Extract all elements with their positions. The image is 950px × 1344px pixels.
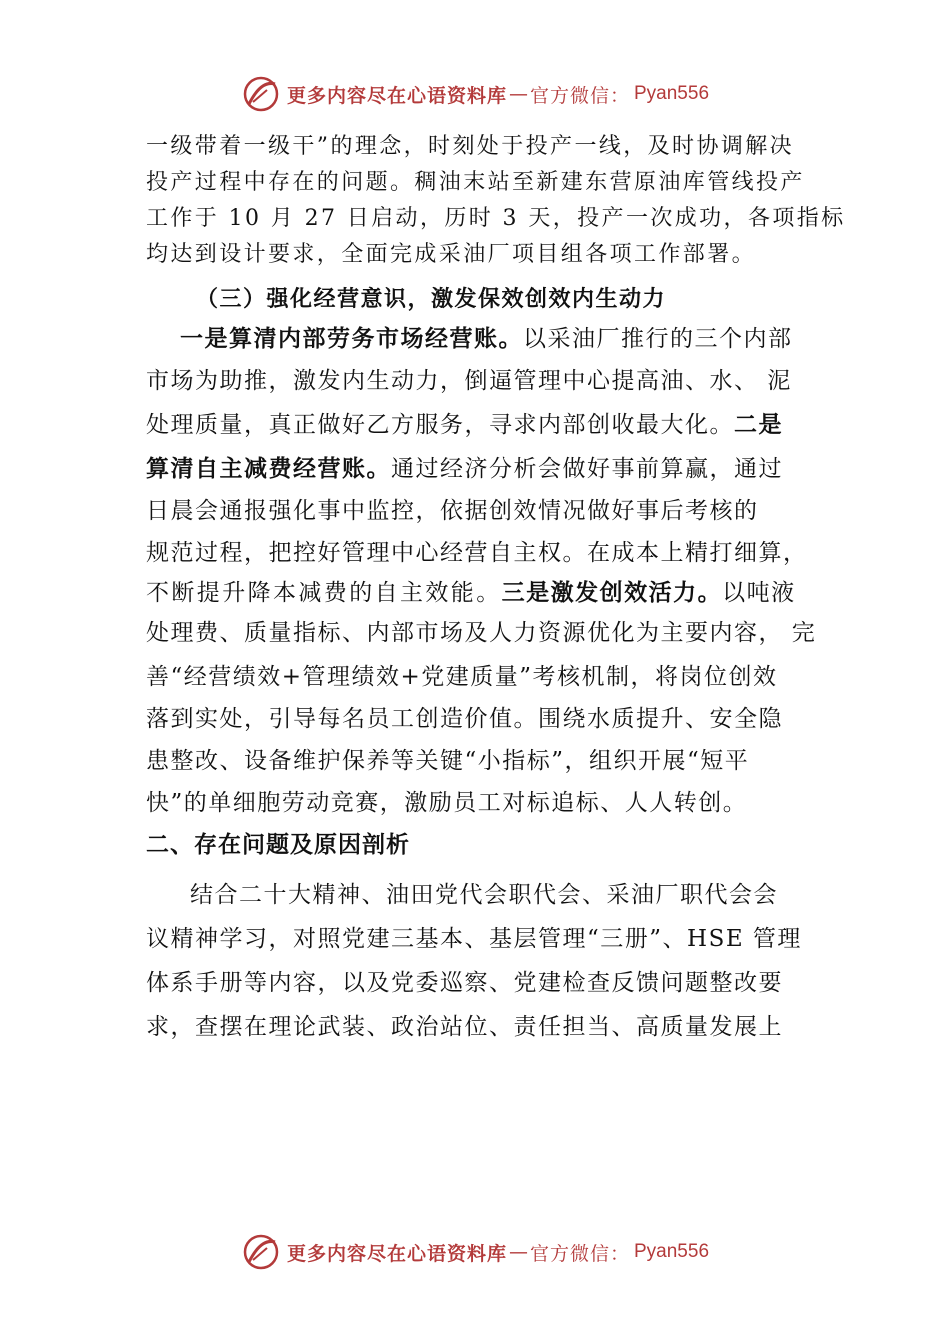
banner-wechat-label: 官方微信： <box>529 84 630 107</box>
line-text: 以采油厂推行的三个内部 <box>523 326 793 352</box>
paragraph-line: 患整改、设备维护保养等关键“小指标”，组织开展“短平 <box>146 748 750 774</box>
header-banner <box>0 70 950 118</box>
section-heading: （三）强化经营意识，激发保效创效内生动力 <box>196 286 667 312</box>
paragraph-line: 一级带着一级干”的理念，时刻处于投产一线，及时协调解决 <box>146 134 795 159</box>
paragraph-line: 议精神学习，对照党建三基本、基层管理“三册”、HSE 管理 <box>146 926 802 952</box>
paragraph-line: 求，查摆在理论武装、政治站位、责任担当、高质量发展上 <box>146 1014 783 1040</box>
paragraph-line <box>146 578 796 608</box>
section-heading: 二、存在问题及原因剖析 <box>146 832 410 858</box>
paragraph-line: 善“经营绩效+管理绩效+党建质量”考核机制，将岗位创效 <box>146 664 778 690</box>
paragraph-line: 处理费、质量指标、内部市场及人力资源优化为主要内容， 完 <box>146 620 817 646</box>
line-text: 以吨液 <box>722 580 796 606</box>
emphasis-text: 三是激发创效活力。 <box>501 580 723 606</box>
line-text: 不断提升降本减费的自主效能。 <box>146 580 502 606</box>
emphasis-text: 算清自主减费经营账。 <box>146 456 391 482</box>
paragraph-line: 落到实处，引导每名员工创造价值。围绕水质提升、安全隐 <box>146 706 783 732</box>
line-text: 通过经济分析会做好事前算赢，通过 <box>391 456 783 482</box>
paragraph-line: 结合二十大精神、油田党代会职代会、采油厂职代会会 <box>190 882 778 908</box>
paragraph-line: 日晨会通报强化事中监控，依据创效情况做好事后考核的 <box>146 498 759 524</box>
banner-separator: — <box>508 1241 528 1263</box>
banner-wechat-id: Pyan556 <box>634 83 710 104</box>
banner-text: 更多内容尽在心语资料库 <box>286 1242 507 1265</box>
footer-banner <box>0 1228 950 1276</box>
paragraph-line: 体系手册等内容，以及党委巡察、党建检查反馈问题整改要 <box>146 970 783 996</box>
banner-wechat-label: 官方微信： <box>529 1242 630 1265</box>
paragraph-line <box>146 454 783 484</box>
banner-wechat-id: Pyan556 <box>634 1241 710 1262</box>
paragraph-line <box>180 324 793 354</box>
paragraph-line: 市场为助推，激发内生动力，倒逼管理中心提高油、水、 泥 <box>146 368 792 394</box>
banner-text: 更多内容尽在心语资料库 <box>286 84 507 107</box>
paragraph-line: 均达到设计要求，全面完成采油厂项目组各项工作部署。 <box>146 242 757 267</box>
emphasis-text: 二是 <box>734 412 783 438</box>
brand-logo-icon <box>241 1232 281 1272</box>
paragraph-line: 快”的单细胞劳动竞赛，激励员工对标追标、人人转创。 <box>146 790 748 816</box>
banner-separator: — <box>508 83 528 105</box>
paragraph-line: 规范过程，把控好管理中心经营自主权。在成本上精打细算， <box>146 540 808 566</box>
paragraph-line <box>146 410 783 440</box>
paragraph-line: 投产过程中存在的问题。稠油末站至新建东营原油库管线投产 <box>146 170 805 195</box>
paragraph-line: 工作于 10 月 27 日启动，历时 3 天，投产一次成功，各项指标 <box>146 206 846 231</box>
line-text: 处理质量，真正做好乙方服务，寻求内部创收最大化。 <box>146 412 734 438</box>
brand-logo-icon <box>241 74 281 114</box>
emphasis-text: 一是算清内部劳务市场经营账。 <box>180 326 523 352</box>
